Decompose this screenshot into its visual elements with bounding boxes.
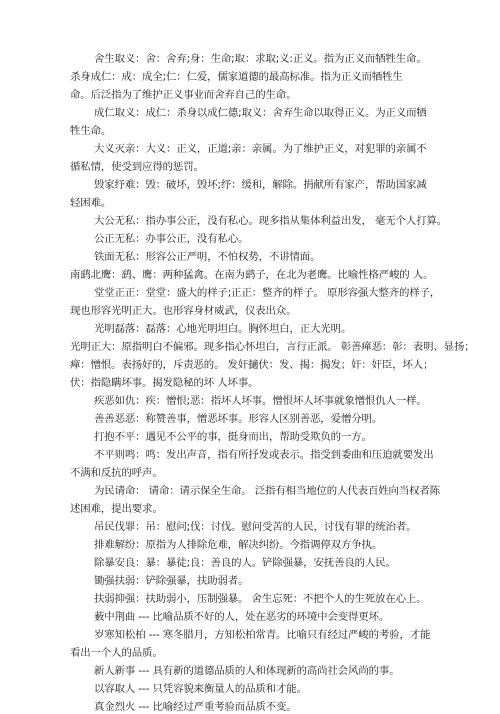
text-line: 除暴安良：暴：暴徒;良：善良的人。铲除强暴，安抚善良的人民。 bbox=[94, 557, 396, 569]
text-line: 牲生命。 bbox=[70, 125, 112, 137]
text-line: 吊民伐罪：吊：慰问;伐：讨伐。慰问受苦的人民，讨伐有罪的统治者。 bbox=[94, 521, 417, 533]
text-line: 南鹞北鹰：鹞、鹰：两种猛禽。在南为鹞子，在北为老鹰。比喻性格严峻的 人。 bbox=[70, 269, 434, 281]
text-line: 伏：指隐瞒坏事。揭发隐秘的坏 人坏事。 bbox=[70, 377, 259, 389]
text-line: 循私情，使受到应得的惩罚。 bbox=[70, 161, 204, 173]
text-line: 大公无私：指办事公正，没有私心。现多指从集体利益出发， 毫无个人打算。 bbox=[94, 215, 448, 227]
text-line: 不满和反抗的呼声。 bbox=[70, 467, 163, 479]
text-line: 排难解纷：原指为人排除危难，解决纠纷。今指调停双方争执。 bbox=[94, 539, 383, 551]
text-line: 为民请命： 请命：请示保全生命。 泛指有相当地位的人代表百姓向当权者陈 bbox=[94, 485, 440, 497]
text-line: 锄强扶弱：铲除强暴，扶助弱者。 bbox=[94, 575, 249, 587]
text-line: 光明磊落：磊落：心地光明坦白。胸怀坦白，正大光明。 bbox=[94, 323, 352, 335]
text-line: 毁家纾难：毁：破坏，毁坏;纾：缓和，解除。捐献所有家产，帮助国家减 bbox=[94, 179, 427, 191]
text-line: 真金烈火 --- 比喻经过严重考验而品质不变。 bbox=[94, 701, 297, 713]
text-line: 不平则鸣：鸣：发出声音，指有所抒发或表示。指受到委曲和压迫就要发出 bbox=[94, 449, 434, 461]
text-line: 岁寒知松柏 --- 寒冬腊月，方知松柏常青。比喻只有经过严峻的考验，才能 bbox=[94, 629, 431, 641]
text-line: 杀身成仁：成：成全;仁：仁爱，儒家道德的最高标准。指为正义而牺牲生 bbox=[70, 71, 403, 83]
text-line: 新人新事 --- 具有新的道德品质的人和体现新的高尚社会风尚的事。 bbox=[94, 665, 400, 677]
text-line: 堂堂正正：堂堂：盛大的样子;正正：整齐的样子。 原形容强大整齐的样子， bbox=[94, 287, 441, 299]
text-line: 瘅：憎恨。表扬好的，斥责恶的。 发奸擿伏：发、揭：揭发；奸：奸臣，坏人； bbox=[70, 359, 434, 371]
text-line: 述困难，提出要求。 bbox=[70, 503, 163, 515]
text-line: 看出一个人的品质。 bbox=[70, 647, 163, 659]
text-line: 以容取人 --- 只凭容貌来衡量人的品质和才能。 bbox=[94, 683, 307, 695]
text-line: 疾恶如仇：疾：憎恨;恶：指坏人坏事。憎恨坏人坏事就象憎恨仇人一样。 bbox=[94, 395, 427, 407]
text-line: 善善恶恶：称赞善事，憎恶坏事。形容人区别善恶，爱憎分明。 bbox=[94, 413, 383, 425]
text-line: 打抱不平：遇见不公平的事，挺身而出，帮助受欺负的一方。 bbox=[94, 431, 372, 443]
text-line: 光明正大：原指明白不偏邪。现多指心怀坦白，言行正派。 彰善瘅恶：彰：表明、显扬； bbox=[70, 341, 475, 353]
text-line: 大义灭亲：大义：正义，正道;亲：亲属。为了维护正义，对犯罪的亲属不 bbox=[94, 143, 427, 155]
text-line: 薮中荆曲 --- 比喻品质不好的人，处在恶劣的环境中会变得更坏。 bbox=[94, 611, 390, 623]
text-line: 舍生取义：舍：舍弃;身：生命;取：求取;义:正义。指为正义而牺牲生命。 bbox=[94, 53, 427, 65]
text-line: 铁面无私：形容公正严明，不怕权势，不讲情面。 bbox=[94, 251, 321, 263]
text-line: 现也形容光明正大。也形容身材威武，仪表出众。 bbox=[70, 305, 297, 317]
text-line: 成仁取义：成仁：杀身以成仁德;取义：舍弃生命以取得正义。为正义而牺 bbox=[94, 107, 427, 119]
text-line: 公正无私：办事公正，没有私心。 bbox=[94, 233, 249, 245]
text-line: 命。后泛指为了维护正义事业而舍弃自己的生命。 bbox=[70, 89, 297, 101]
text-line: 扶弱抑强：扶助弱小，压制强暴。 舍生忘死：不把个人的生死放在心上。 bbox=[94, 593, 427, 605]
text-line: 轻困难。 bbox=[70, 197, 112, 209]
